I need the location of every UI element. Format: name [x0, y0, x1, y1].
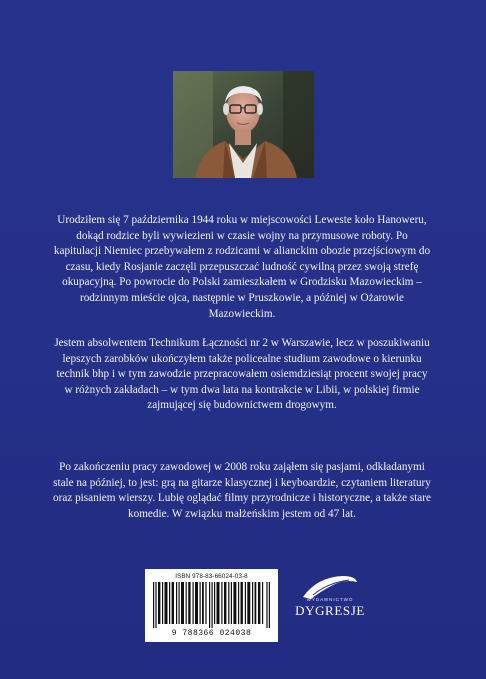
bio-paragraph-1: Urodziłem się 7 października 1944 roku w miejscowości Leweste koło Hanoweru, dokąd rodzice byli wywiezieni w czasie wojny na przymusowe roboty. Po kapitulacji Niemiec przebywałem z rodzicami w alianckim obozie przejściowym do czasu, kiedy Rosjanie zaczęli przepuszczać ludność cywilną przez swoją strefę okupacyjną. Po powrocie do Polski zamieszkałem w Grodzisku Mazowieckim – rodzinnym mieście ojca, następnie w Pruszkowie, a później w Ożarowie Mazowieckim.: [53, 214, 431, 320]
barcode-bars: [153, 582, 270, 628]
isbn-label: ISBN 978-83-66024-03-8: [175, 573, 248, 580]
barcode-digits: 9 788366 024038: [171, 629, 252, 638]
author-photo: [173, 71, 314, 178]
publisher-logo: [289, 573, 371, 623]
publisher-name: DYGRESJE: [295, 603, 365, 618]
isbn-barcode: [145, 569, 278, 642]
bio-paragraph-2: Jestem absolwentem Technikum Łączności nr 2 w Warszawie, lecz w poszukiwaniu lepszych zarobków ukończyłem także policealne studium zawodowe o kierunku technik bhp i w tym zawodzie przepracowałem osiemdziesiąt procent swojej pracy w różnych zakładach – w tym dwa lata na kontrakcie w Libii, w polskiej firmie zajmującej się budownictwem drogowym.: [54, 337, 430, 412]
bio-paragraph-3: Po zakończeniu pracy zawodowej w 2008 roku zająłem się pasjami, odkładanymi stale na później, to jest: grą na gitarze klasycznej i keyboardzie, czytaniem literatury oraz pisaniem wierszy. Lubię oglądać filmy przyrodnicze i historyczne, a także stare komedie. W związku małżeńskim jestem od 47 lat.: [53, 461, 431, 520]
author-portrait-image: [173, 71, 314, 178]
publisher-small-label: WYDAWNICTWO: [306, 597, 354, 602]
